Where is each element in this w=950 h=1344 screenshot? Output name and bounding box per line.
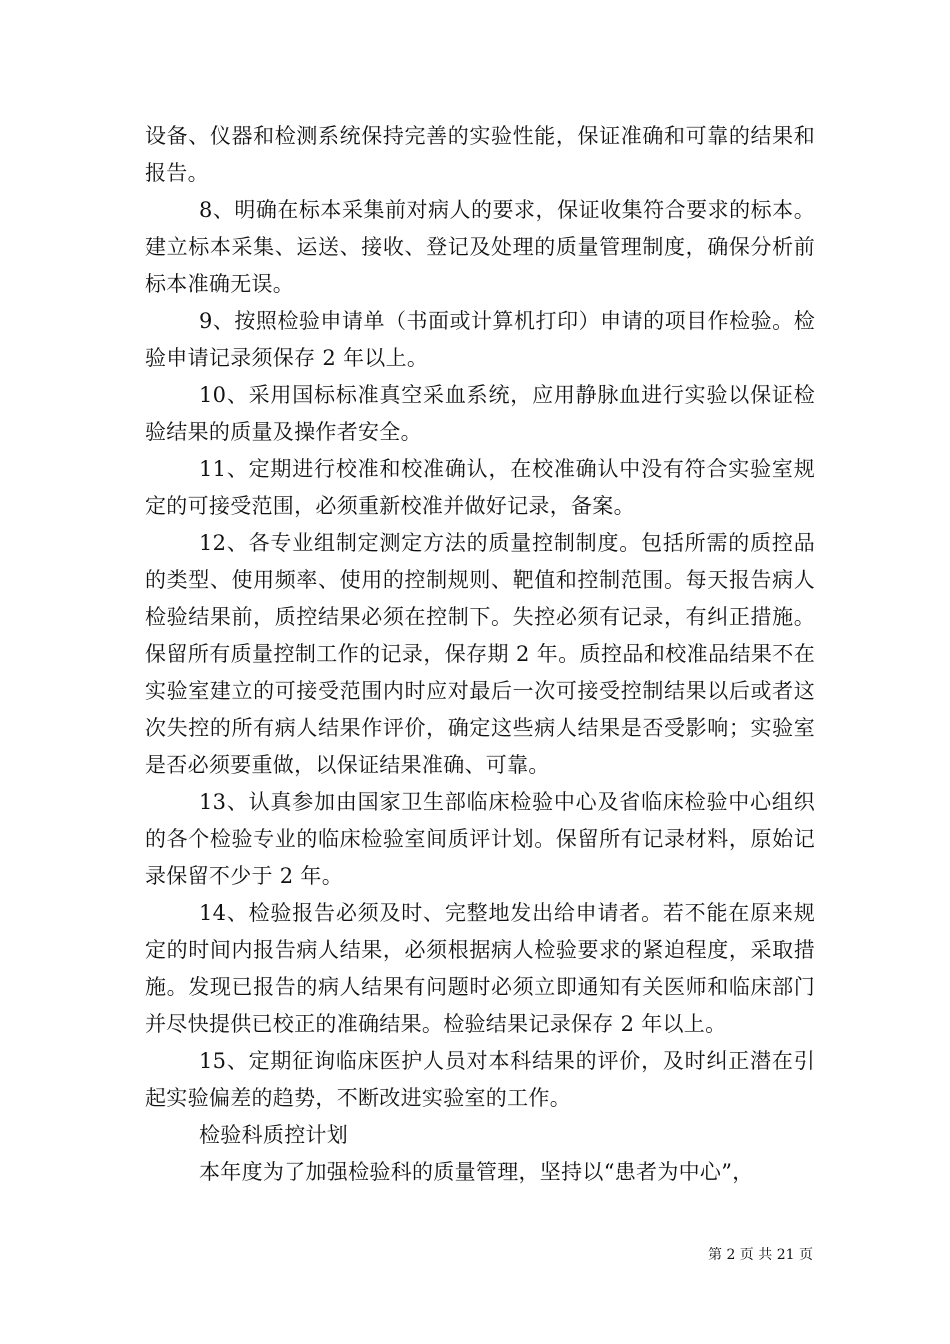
section-heading: 检验科质控计划 — [199, 1123, 349, 1147]
paragraph-continuation: 设备、仪器和检测系统保持完善的实验性能，保证准确和可靠的结果和报告。 — [145, 124, 815, 185]
page-number: 第 2 页 共 21 页 — [708, 1247, 813, 1263]
paragraph-item-12: 12、各专业组制定测定方法的质量控制制度。包括所需的质控品的类型、使用频率、使用的控制规则、靶值和控制范围。每天报告病人检验结果前，质控结果必须在控制下。失控必须有记录，有纠正措施。保留所有质量控制工作的记录，保存期 2 年。质控品和校准品结果不在实验室建立的可接受范围内时应对最后一次可接受控制结果以后或者这次失控的所有病人结果作评价，确定这些病人结果是否受影响；实验室是否必须要重做，以保证结果准确、可靠。 — [145, 531, 815, 777]
paragraph-item-8: 8、明确在标本采集前对病人的要求，保证收集符合要求的标本。建立标本采集、运送、接收、登记及处理的质量管理制度，确保分析前标本准确无误。 — [145, 198, 815, 296]
paragraph-item-11: 11、定期进行校准和校准确认，在校准确认中没有符合实验室规定的可接受范围，必须重新校准并做好记录，备案。 — [145, 457, 815, 518]
paragraph-item-10: 10、采用国标标准真空采血系统，应用静脉血进行实验以保证检验结果的质量及操作者安全。 — [145, 383, 815, 444]
document-body — [145, 118, 815, 1191]
paragraph-item-9: 9、按照检验申请单（书面或计算机打印）申请的项目作检验。检验申请记录须保存 2 年以上。 — [145, 309, 815, 370]
paragraph-item-15: 15、定期征询临床医护人员对本科结果的评价，及时纠正潜在引起实验偏差的趋势，不断改进实验室的工作。 — [145, 1049, 815, 1110]
paragraph-item-14: 14、检验报告必须及时、完整地发出给申请者。若不能在原来规定的时间内报告病人结果，必须根据病人检验要求的紧迫程度，采取措施。发现已报告的病人结果有问题时必须立即通知有关医师和临床部门并尽快提供已校正的准确结果。检验结果记录保存 2 年以上。 — [145, 901, 815, 1036]
paragraph-intro: 本年度为了加强检验科的质量管理，坚持以“患者为中心”， — [199, 1160, 754, 1184]
paragraph-item-13: 13、认真参加由国家卫生部临床检验中心及省临床检验中心组织的各个检验专业的临床检验室间质评计划。保留所有记录材料，原始记录保留不少于 2 年。 — [145, 790, 815, 888]
